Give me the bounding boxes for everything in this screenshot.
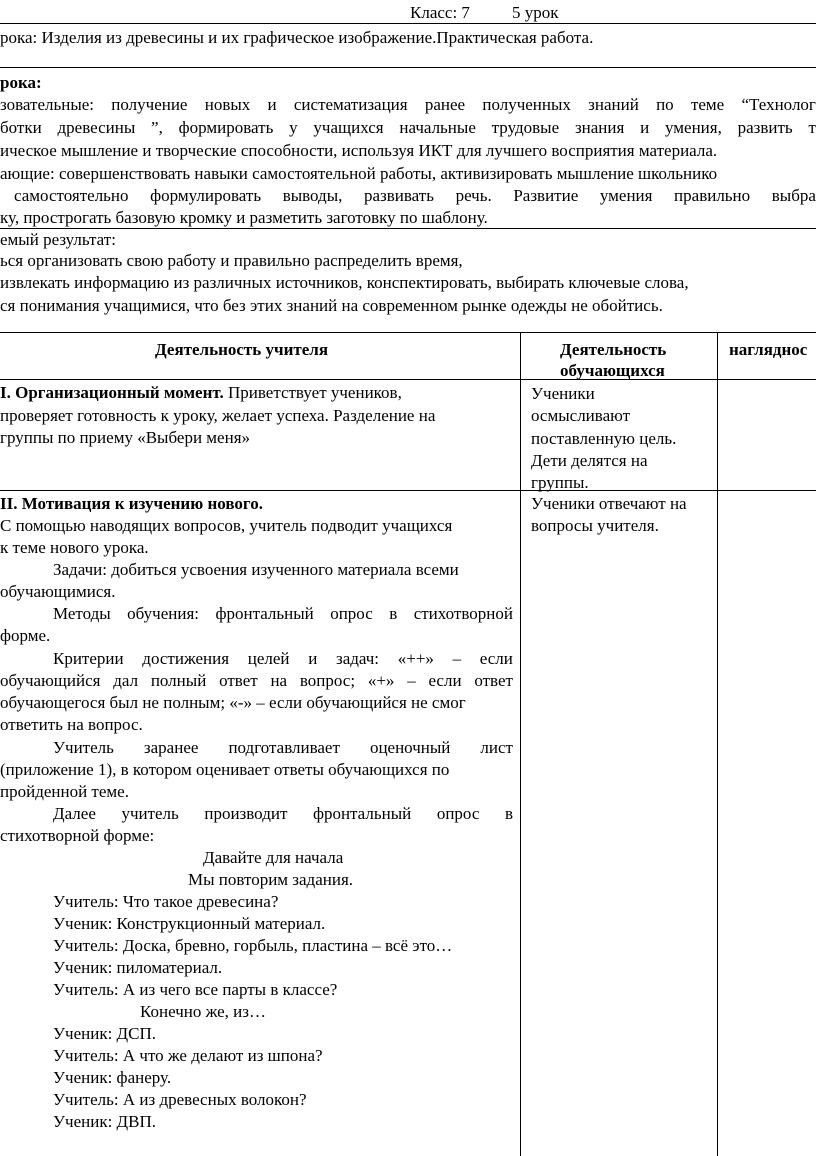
goals-line-4: ающие: совершенствовать навыки самостоятельной работы, активизировать мышление школьнико <box>0 164 718 183</box>
goals-heading: рока: <box>0 73 42 92</box>
row2-student-2: вопросы учителя. <box>531 516 659 535</box>
row1-student-5: группы. <box>531 473 589 492</box>
row2-line: (приложение 1), в котором оценивает ответы обучающихся по <box>0 760 450 779</box>
row1-student-4: Дети делятся на <box>531 451 648 470</box>
table-row-border <box>0 490 816 491</box>
dialog-line: Ученик: пиломатериал. <box>53 958 223 977</box>
class-label: Класс: 7 <box>410 3 470 22</box>
row2-line: пройденной теме. <box>0 782 129 801</box>
dialog-line: Ученик: фанеру. <box>53 1068 172 1087</box>
row1-line-3: группы по приему «Выбери меня» <box>0 428 251 447</box>
header-visual: нагляднос <box>729 340 808 359</box>
dialog-line: Учитель: А из чего все парты в классе? <box>53 980 338 999</box>
dialog-line: Ученик: ДВП. <box>53 1112 157 1131</box>
goals-line-6: ку, прострогать базовую кромку и разметить заготовку по шаблону. <box>0 208 488 227</box>
goals-line-2: ботки древесины ”, формировать у учащихся начальные трудовые знания и умения, развить т <box>0 118 816 137</box>
goals-line-3: ическое мышление и творческие способности, используя ИКТ для лучшего восприятия материала. <box>0 141 718 160</box>
expected-line-1: ься организовать свою работу и правильно распределить время, <box>0 251 463 270</box>
header-teacher: Деятельность учителя <box>155 340 329 359</box>
row2-line: обучающимися. <box>0 582 116 601</box>
row1-student-2: осмысливают <box>531 406 631 425</box>
row1-line-2: проверяет готовность к уроку, желает успеха. Разделение на <box>0 406 436 425</box>
row2-line: обучающийся дал полный ответ на вопрос; «+» – если ответ <box>0 671 513 690</box>
row2-line: обучающегося был не полным; «-» – если обучающийся не смог <box>0 693 466 712</box>
column-divider <box>717 332 718 1156</box>
header-students: Деятельность <box>560 340 667 359</box>
expected-heading: емый результат: <box>0 230 116 249</box>
row2-line: С помощью наводящих вопросов, учитель подводит учащихся <box>0 516 453 535</box>
divider <box>0 67 816 68</box>
table-row-border <box>0 379 816 380</box>
row1-student-1: Ученики <box>531 384 595 403</box>
goals-line-5: самостоятельно формулировать выводы, развивать речь. Развитие умения правильно выбра <box>14 186 816 205</box>
dialog-line: Учитель: Доска, бревно, горбыль, пластина – всё это… <box>53 936 453 955</box>
row2-line: к теме нового урока. <box>0 538 149 557</box>
row2-line: форме. <box>0 626 51 645</box>
lesson-number: 5 урок <box>512 3 559 22</box>
dialog-line: Учитель: Что такое древесина? <box>53 892 279 911</box>
row2-line: стихотворной форме: <box>0 826 155 845</box>
poem-line: Давайте для начала <box>203 848 344 867</box>
header-students-2: обучающихся <box>560 361 665 380</box>
table-top-border <box>0 332 816 333</box>
expected-line-3: ся понимания учащимися, что без этих знаний на современном рынке одежды не обойтись. <box>0 296 663 315</box>
dialog-line: Ученик: ДСП. <box>53 1024 157 1043</box>
expected-line-2: извлекать информацию из различных источников, конспектировать, выбирать ключевые слова, <box>0 273 689 292</box>
dialog-line: Конечно же, из… <box>140 1002 266 1021</box>
poem-line: Мы повторим задания. <box>188 870 354 889</box>
row2-student-1: Ученики отвечают на <box>531 494 687 513</box>
row2-title: II. Мотивация к изучению нового. <box>0 494 263 513</box>
dialog-line: Учитель: А из древесных волокон? <box>53 1090 307 1109</box>
row2-line: Задачи: добиться усвоения изученного материала всеми <box>53 560 459 579</box>
row1-title-line: I. Организационный момент. Приветствует учеников, <box>0 383 402 402</box>
row2-line: Далее учитель производит фронтальный опрос в <box>53 804 513 823</box>
lesson-topic: рока: Изделия из древесины и их графическое изображение.Практическая работа. <box>0 28 594 47</box>
row2-line: Критерии достижения целей и задач: «++» – если <box>53 649 513 668</box>
row2-line: Методы обучения: фронтальный опрос в стихотворной <box>53 604 513 623</box>
dialog-line: Ученик: Конструкционный материал. <box>53 914 326 933</box>
column-divider <box>520 332 521 1156</box>
row2-line: Учитель заранее подготавливает оценочный лист <box>53 738 513 757</box>
row1-student-3: поставленную цель. <box>531 429 677 448</box>
dialog-line: Учитель: А что же делают из шпона? <box>53 1046 323 1065</box>
row2-line: ответить на вопрос. <box>0 715 143 734</box>
divider <box>0 23 816 24</box>
divider <box>0 228 816 229</box>
goals-line-1: зовательные: получение новых и систематизация ранее полученных знаний по теме “Технолог <box>0 95 816 114</box>
